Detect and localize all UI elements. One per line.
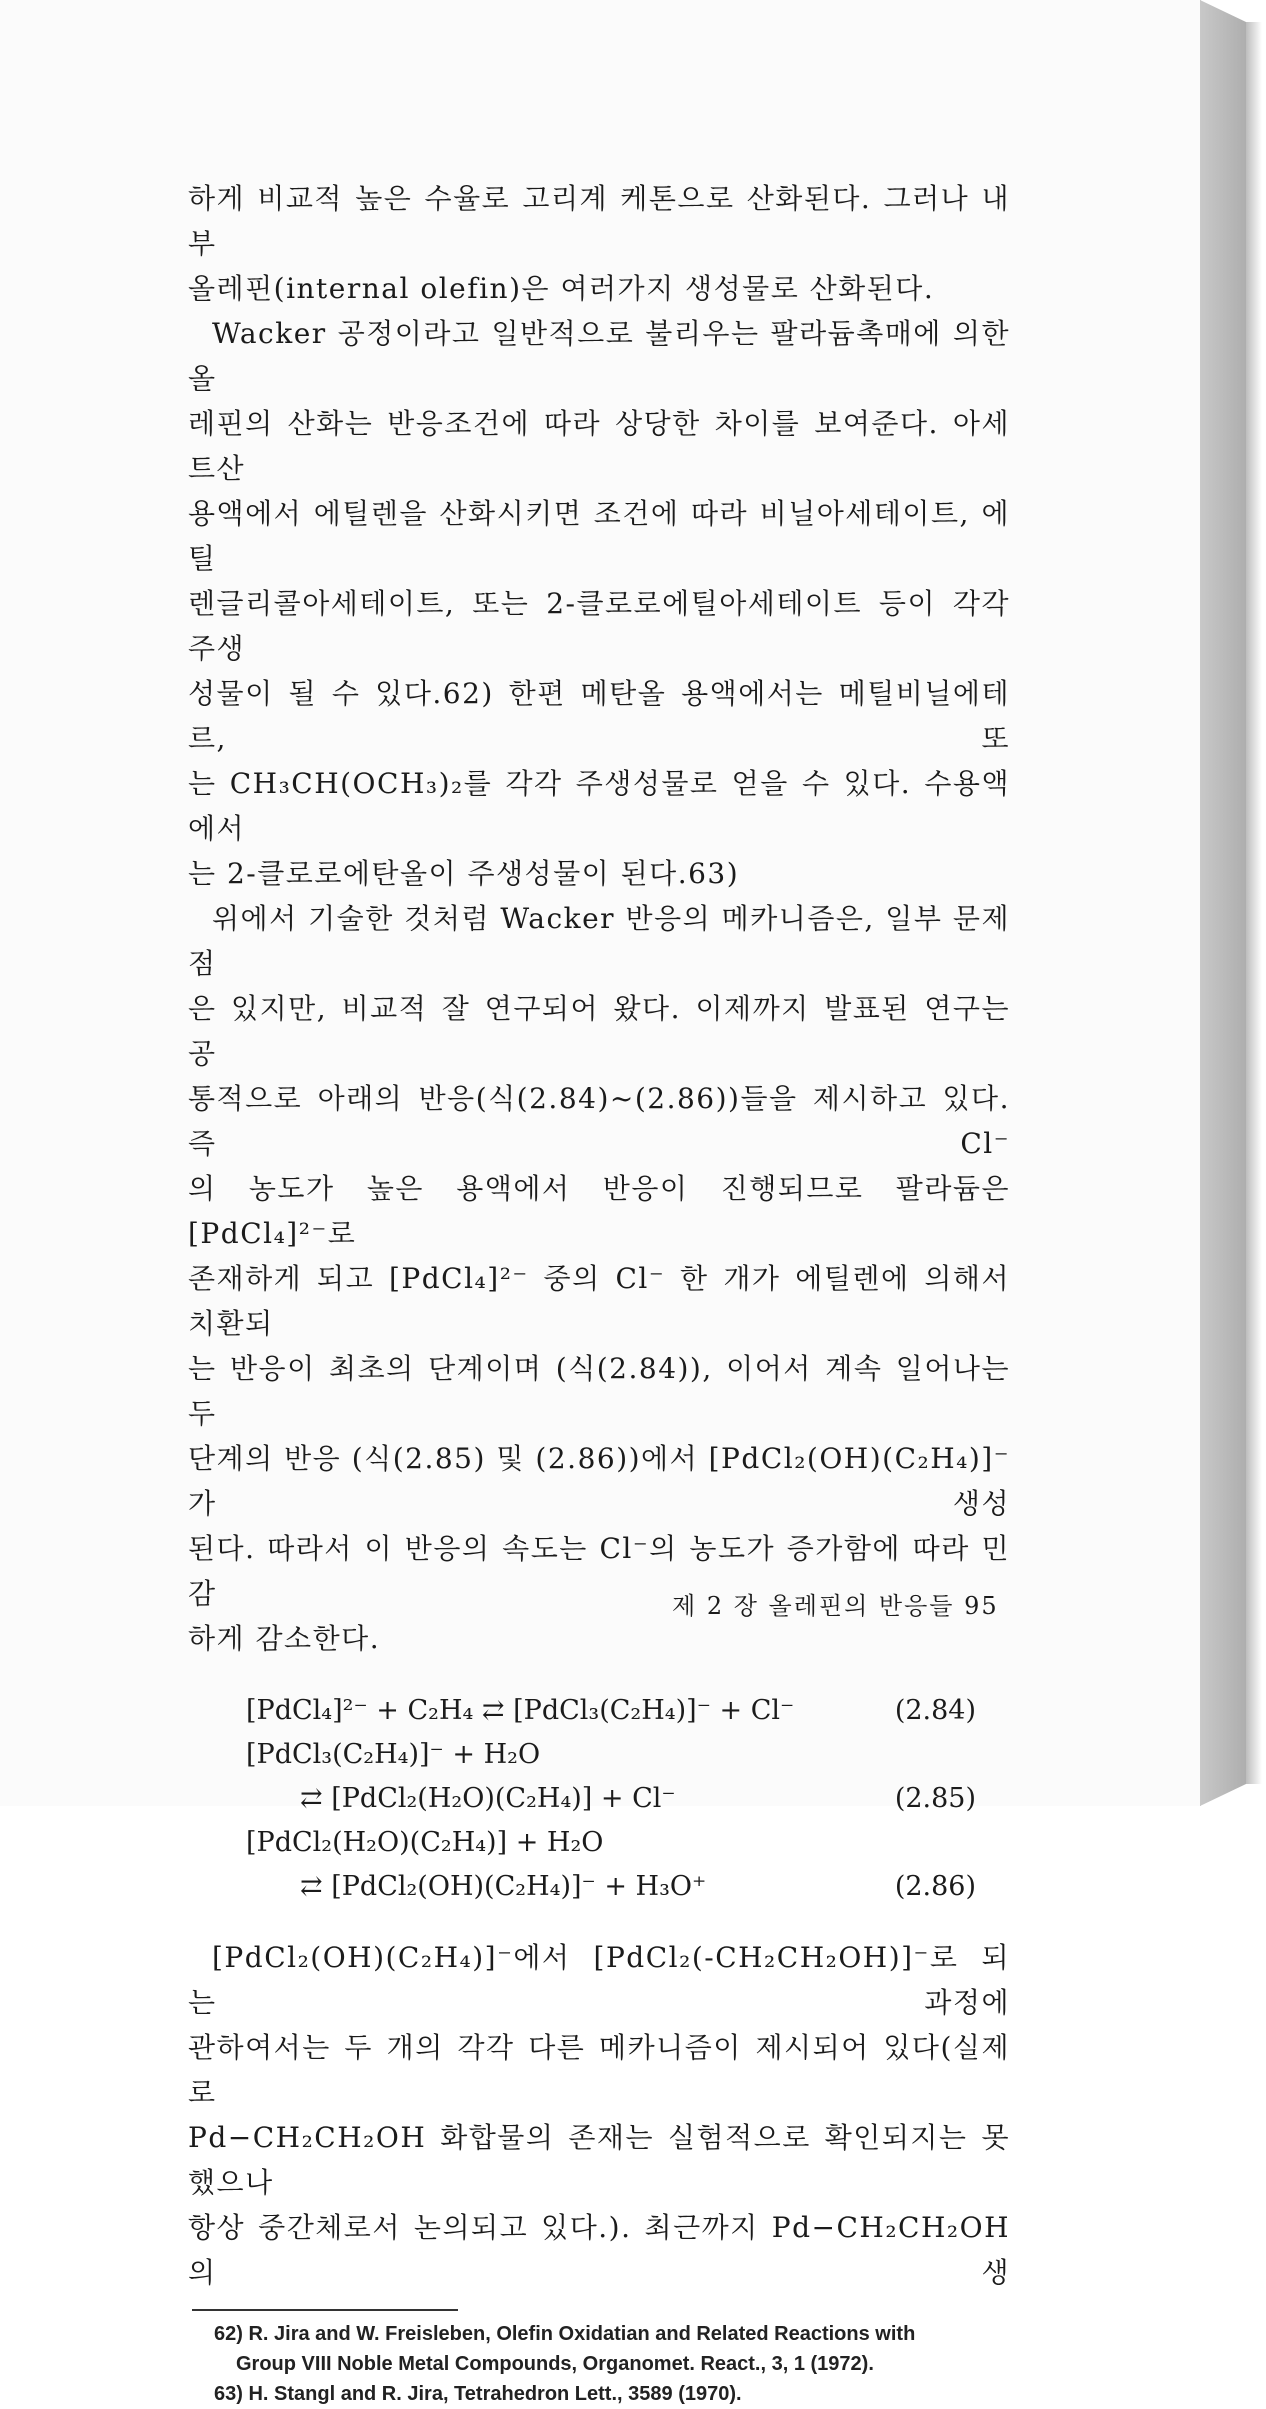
text-line: 용액에서 에틸렌을 산화시키면 조건에 따라 비닐아세테이트, 에틸: [188, 497, 1010, 575]
equation-text: ⇄ [PdCl₂(H₂O)(C₂H₄)] + Cl⁻: [300, 1783, 676, 1814]
text-line: 은 있지만, 비교적 잘 연구되어 왔다. 이제까지 발표된 연구는 공: [188, 992, 1010, 1070]
text-line: 단계의 반응 (식(2.85) 및 (2.86))에서 [PdCl₂(OH)(C₂H₄)]⁻가 생성: [188, 1442, 1010, 1520]
equation-2-85-line1: [188, 1733, 1010, 1777]
footnote-63: 63) H. Stangl and R. Jira, Tetrahedron Lett., 3589 (1970).: [214, 2383, 742, 2405]
equation-text: [PdCl₃(C₂H₄)]⁻ + H₂O: [246, 1739, 541, 1770]
equation-2-85-line2: [188, 1777, 1010, 1821]
equation-text: ⇄ [PdCl₂(OH)(C₂H₄)]⁻ + H₃O⁺: [300, 1871, 707, 1902]
text-line: Wacker 공정이라고 일반적으로 불리우는 팔라듐촉매에 의한 올: [188, 317, 1010, 395]
text-line: 통적으로 아래의 반응(식(2.84)~(2.86))들을 제시하고 있다. 즉 Cl⁻: [188, 1082, 1010, 1160]
book-page-edge: [1200, 0, 1246, 1806]
text-line: 레핀의 산화는 반응조건에 따라 상당한 차이를 보여준다. 아세트산: [188, 407, 1010, 485]
running-footer: 제 2 장 올레핀의 반응들 95: [672, 1592, 999, 1620]
text-line: [PdCl₂(OH)(C₂H₄)]⁻에서 [PdCl₂(-CH₂CH₂OH)]⁻로 되는 과정에: [188, 1941, 1010, 2019]
text-line: 하게 비교적 높은 수율로 고리계 케톤으로 산화된다. 그러나 내부: [188, 182, 1010, 260]
equation-block: [188, 1689, 1010, 1909]
text-line: 하게 감소한다.: [188, 1622, 381, 1655]
equation-2-86-line2: [188, 1865, 1010, 1909]
equation-2-84: [188, 1689, 1010, 1733]
footnote-divider: [192, 2309, 458, 2311]
body-text-bottom: [188, 1935, 1010, 2295]
footnote-62: 62) R. Jira and W. Freisleben, Olefin Oxidatian and Related Reactions with: [214, 2323, 916, 2345]
text-line: 위에서 기술한 것처럼 Wacker 반응의 메카니즘은, 일부 문제점: [188, 902, 1010, 980]
equation-2-86-line1: [188, 1821, 1010, 1865]
text-line: 는 CH₃CH(OCH₃)₂를 각각 주생성물로 얻을 수 있다. 수용액에서: [188, 767, 1010, 845]
text-line: 된다. 따라서 이 반응의 속도는 Cl⁻의 농도가 증가함에 따라 민감: [188, 1532, 1010, 1610]
text-line: 항상 중간체로서 논의되고 있다.). 최근까지 Pd−CH₂CH₂OH의 생: [188, 2211, 1010, 2289]
equation-text: [PdCl₂(H₂O)(C₂H₄)] + H₂O: [246, 1827, 604, 1858]
text-line: Pd−CH₂CH₂OH 화합물의 존재는 실험적으로 확인되지는 못했으나: [188, 2121, 1010, 2199]
text-line: 렌글리콜아세테이트, 또는 2-클로로에틸아세테이트 등이 각각 주생: [188, 587, 1010, 665]
equation-number: (2.84): [894, 1695, 976, 1726]
equation-text: [PdCl₄]²⁻ + C₂H₄ ⇄ [PdCl₃(C₂H₄)]⁻ + Cl⁻: [246, 1695, 795, 1726]
text-line: 관하여서는 두 개의 각각 다른 메카니즘이 제시되어 있다(실제로: [188, 2031, 1010, 2109]
text-line: 존재하게 되고 [PdCl₄]²⁻ 중의 Cl⁻ 한 개가 에틸렌에 의해서 치환되: [188, 1262, 1010, 1340]
footnotes: [188, 2319, 1010, 2409]
page-shadow: [1246, 22, 1262, 1784]
text-line: 는 반응이 최초의 단계이며 (식(2.84)), 이어서 계속 일어나는 두: [188, 1352, 1010, 1430]
page-content: [188, 176, 1010, 2409]
text-line: 의 농도가 높은 용액에서 반응이 진행되므로 팔라듐은 [PdCl₄]²⁻로: [188, 1172, 1010, 1250]
equation-number: (2.85): [894, 1783, 976, 1814]
body-text-top: [188, 176, 1010, 1661]
footnote-62-continued: Group VIII Noble Metal Compounds, Organomet. React., 3, 1 (1972).: [236, 2353, 874, 2375]
text-line: 올레핀(internal olefin)은 여러가지 생성물로 산화된다.: [188, 272, 935, 305]
text-line: 는 2-클로로에탄올이 주생성물이 된다.63): [188, 857, 740, 890]
text-line: 성물이 될 수 있다.62) 한편 메탄올 용액에서는 메틸비닐에테르, 또: [188, 677, 1010, 755]
equation-number: (2.86): [894, 1871, 976, 1902]
